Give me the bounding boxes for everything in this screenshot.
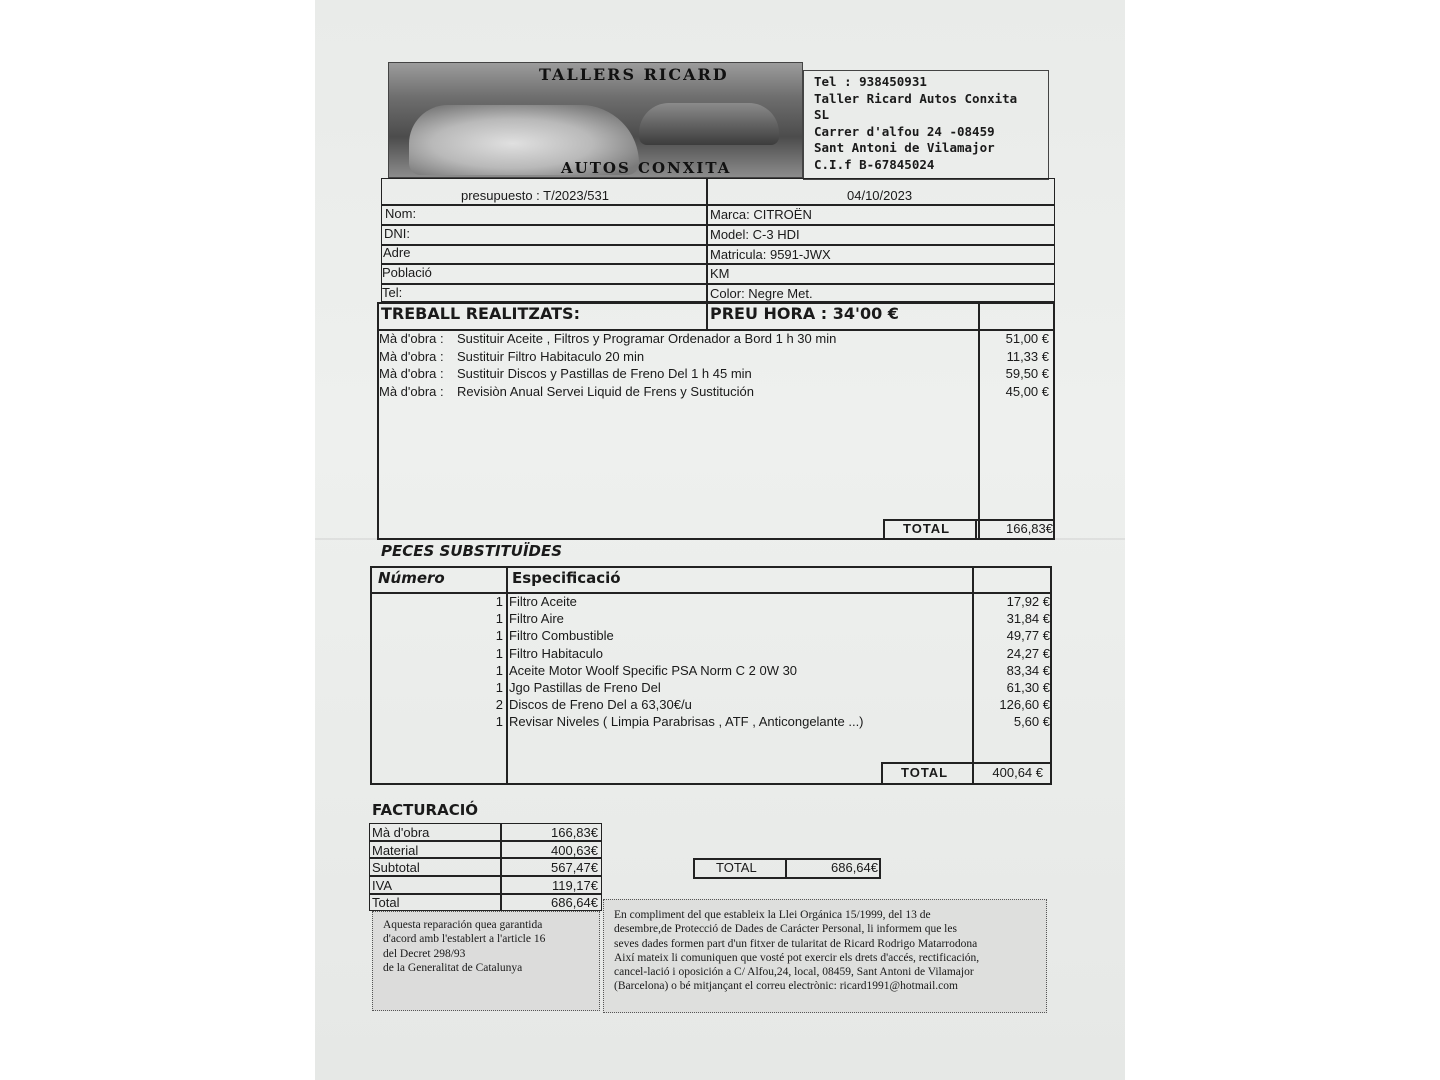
client-town-label: Població xyxy=(382,265,432,280)
parts-row-spec: Jgo Pastillas de Freno Del xyxy=(509,680,661,695)
vehicle-brand: Marca: CITROËN xyxy=(710,207,812,222)
billing-row-label: Subtotal xyxy=(372,860,420,876)
warranty-note xyxy=(372,911,600,1011)
quote-date: 04/10/2023 xyxy=(847,188,913,203)
logo-subtitle: AUTOS CONXITA xyxy=(561,159,732,177)
legal-line: En compliment del que estableix la Llei Orgánica 15/1999, del 13 de xyxy=(614,909,931,921)
work-row-label: Mà d'obra : xyxy=(379,331,444,346)
work-title: TREBALL REALITZATS: xyxy=(381,304,580,323)
work-row-amount: 11,33 € xyxy=(1006,348,1049,364)
parts-title: PECES SUBSTITUÏDES xyxy=(381,542,563,560)
billing-row-value: 567,47€ xyxy=(551,860,598,876)
parts-row-qty: 1 xyxy=(495,594,503,609)
work-row-description: Revisiòn Anual Servei Liquid de Frens y Sustitución xyxy=(457,384,754,400)
legal-line: seves dades formen part d'un fitxer de tularitat de Ricard Rodrigo Matarrodona xyxy=(614,937,978,950)
work-row-label: Mà d'obra : xyxy=(379,366,444,382)
parts-row-amount: 31,84 € xyxy=(1006,611,1050,627)
billing-row-label: Mà d'obra xyxy=(372,825,430,840)
billing-row-value: 166,83€ xyxy=(551,825,598,840)
logo-title: TALLERS RICARD xyxy=(539,65,729,84)
car-photo-2 xyxy=(639,103,779,145)
parts-col-spec: Especificació xyxy=(512,569,621,587)
parts-col-number: Número xyxy=(378,569,445,587)
parts-row-spec: Filtro Combustible xyxy=(509,628,614,644)
work-row-description: Sustituir Discos y Pastillas de Freno Del 1 h 45 min xyxy=(457,366,752,382)
parts-total-label: TOTAL xyxy=(901,765,949,780)
parts-row-spec: Filtro Aceite xyxy=(509,594,577,609)
client-dni-label: DNI: xyxy=(384,226,410,241)
company-town: Sant Antoni de Vilamajor xyxy=(814,140,995,155)
client-phone-label: Tel: xyxy=(382,285,403,300)
work-row-description: Sustituir Aceite , Filtros y Programar Ordenador a Bord 1 h 30 min xyxy=(457,331,837,346)
parts-row-amount: 17,92 € xyxy=(1006,594,1050,609)
company-address: Carrer d'alfou 24 -08459 xyxy=(814,123,995,139)
vehicle-color: Color: Negre Met. xyxy=(710,286,813,301)
parts-row-amount: 49,77 € xyxy=(1006,628,1050,644)
parts-row-qty: 1 xyxy=(495,662,503,678)
billing-row-label: Total xyxy=(372,895,400,911)
legal-line: desembre,de Protecció de Dades de Carácter Personal, li informem que les xyxy=(614,923,957,936)
parts-row-spec: Filtro Habitaculo xyxy=(509,645,603,661)
billing-row-value: 119,17€ xyxy=(551,877,598,893)
company-logo xyxy=(388,62,803,178)
company-name: Taller Ricard Autos Conxita xyxy=(814,90,1018,106)
parts-row-amount: 126,60 € xyxy=(999,697,1050,713)
parts-row-spec: Revisar Niveles ( Limpia Parabrisas , ATF , Anticongelante ...) xyxy=(509,714,864,730)
work-row-amount: 45,00 € xyxy=(1005,384,1049,400)
billing-row-label: IVA xyxy=(372,877,392,893)
work-total-label: TOTAL xyxy=(903,521,951,536)
work-row-label: Mà d'obra : xyxy=(379,384,444,400)
legal-line: cancel-lació i oposición a C/ Alfou,24, local, 08459, Sant Antoni de Vilamajor xyxy=(614,966,974,979)
company-name-suffix: SL xyxy=(814,107,830,122)
parts-row-amount: 83,34 € xyxy=(1006,662,1050,678)
company-contact xyxy=(803,70,1049,180)
billing-row-value: 400,63€ xyxy=(551,842,598,858)
quote-number: presupuesto : T/2023/531 xyxy=(461,188,609,203)
vehicle-plate: Matricula: 9591-JWX xyxy=(710,247,831,262)
billing-title: FACTURACIÓ xyxy=(372,801,479,819)
parts-row-qty: 2 xyxy=(495,697,503,713)
legal-line: (Barcelona) o bé mitjançant el correu electrònic: ricard1991@hotmail.com xyxy=(614,980,958,993)
warranty-line: Aquesta reparación quea garantida xyxy=(383,919,543,931)
client-address-label: Adre xyxy=(383,245,411,260)
work-row-amount: 51,00 € xyxy=(1005,331,1049,346)
warranty-line: del Decret 298/93 xyxy=(383,947,466,960)
parts-row-spec: Filtro Aire xyxy=(509,611,564,627)
parts-total-value: 400,64 € xyxy=(992,765,1043,780)
parts-row-amount: 5,60 € xyxy=(1013,714,1050,730)
parts-row-qty: 1 xyxy=(495,714,503,730)
work-row-description: Sustituir Filtro Habitaculo 20 min xyxy=(457,348,645,364)
hourly-rate: PREU HORA : 34'00 € xyxy=(710,304,899,323)
parts-row-spec: Discos de Freno Del a 63,30€/u xyxy=(509,697,692,713)
work-row-label: Mà d'obra : xyxy=(379,348,444,364)
parts-row-amount: 61,30 € xyxy=(1006,680,1050,695)
parts-row-qty: 1 xyxy=(495,645,503,661)
warranty-line: d'acord amb l'establert a l'article 16 xyxy=(383,933,546,946)
parts-row-qty: 1 xyxy=(495,680,503,695)
parts-row-qty: 1 xyxy=(495,611,503,627)
vehicle-km: KM xyxy=(710,266,730,281)
privacy-notice xyxy=(603,899,1047,1013)
parts-row-spec: Aceite Motor Woolf Specific PSA Norm C 2 0W 30 xyxy=(509,662,798,678)
billing-row-label: Material xyxy=(372,842,419,858)
grand-total-value: 686,64€ xyxy=(831,860,878,875)
company-phone: Tel : 938450931 xyxy=(814,74,927,89)
parts-row-amount: 24,27 € xyxy=(1006,645,1050,661)
work-row-amount: 59,50 € xyxy=(1005,366,1049,382)
client-name-label: Nom: xyxy=(385,206,417,221)
company-cif: C.I.f B-67845024 xyxy=(814,156,935,172)
grand-total-label: TOTAL xyxy=(716,860,757,875)
vehicle-model: Model: C-3 HDI xyxy=(710,227,800,242)
work-total-value: 166,83€ xyxy=(1006,521,1053,536)
parts-row-qty: 1 xyxy=(495,628,503,644)
warranty-line: de la Generalitat de Catalunya xyxy=(383,961,523,974)
legal-line: Així mateix li comuniquen que vosté pot exercir els drets d'accés, rectificación, xyxy=(614,951,980,964)
billing-row-value: 686,64€ xyxy=(551,895,598,911)
